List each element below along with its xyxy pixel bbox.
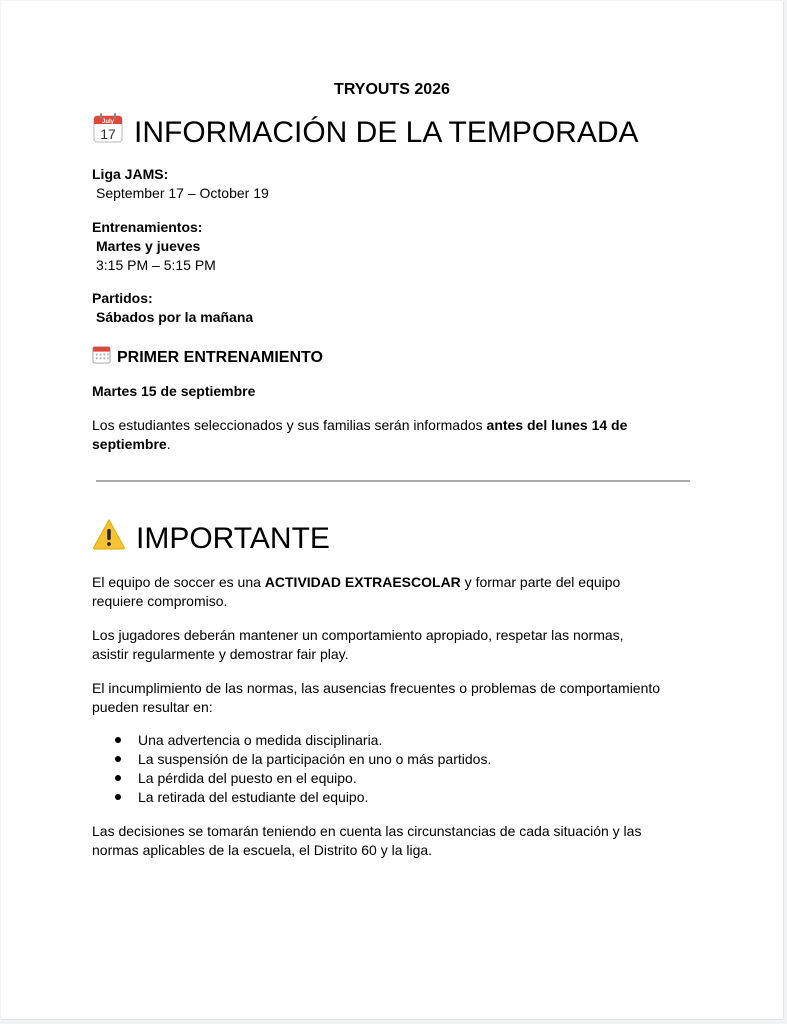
- warning-icon: [92, 518, 126, 559]
- section-divider: [96, 480, 690, 482]
- important-paragraph-4: Las decisiones se tomarán teniendo en cuenta las circunstancias de cada situación y las normas aplicables de la escuela, el Distrito 60 y la liga.: [92, 823, 642, 858]
- calendar-icon: [92, 345, 111, 370]
- first-training-notice: [92, 416, 657, 454]
- training-days: Martes y jueves: [96, 238, 201, 254]
- season-heading-text: INFORMACIÓN DE LA TEMPORADA: [134, 115, 639, 149]
- important-paragraph-2: Los jugadores deberán mantener un comportamiento apropiado, respetar las normas, asistir regularmente y demostrar fair play.: [92, 627, 624, 662]
- svg-text:July: July: [101, 119, 115, 125]
- first-training-heading: [92, 345, 323, 370]
- training-time: 3:15 PM – 5:15 PM: [96, 257, 216, 273]
- list-item-text: La pérdida del puesto en el equipo.: [138, 770, 357, 786]
- svg-text:17: 17: [100, 126, 116, 142]
- bullet-icon: [115, 794, 121, 800]
- bullet-icon: [115, 775, 121, 781]
- bullet-icon: [115, 756, 121, 762]
- list-item-text: La retirada del estudiante del equipo.: [138, 789, 369, 805]
- important-paragraph-1: [92, 573, 672, 611]
- notice-text-after: .: [166, 436, 171, 452]
- season-heading: [92, 112, 639, 153]
- important-paragraph-3: El incumplimiento de las normas, las ausencias frecuentes o problemas de comportamiento pueden resultar en:: [92, 680, 661, 715]
- p1-activity: ACTIVIDAD EXTRAESCOLAR: [264, 574, 461, 590]
- league-dates: September 17 – October 19: [96, 185, 269, 201]
- first-training-heading-text: PRIMER ENTRENAMIENTO: [117, 348, 323, 366]
- matches-label: Partidos:: [92, 290, 153, 306]
- notice-text-before: Los estudiantes seleccionados y sus familias serán informados: [92, 417, 487, 433]
- important-heading-text: IMPORTANTE: [136, 521, 330, 555]
- matches-days: Sábados por la mañana: [96, 309, 254, 325]
- bullet-icon: [115, 737, 121, 743]
- list-item-text: La suspensión de la participación en uno o más partidos.: [138, 751, 492, 767]
- calendar-july-17-icon: [92, 112, 124, 153]
- first-training-date: Martes 15 de septiembre: [92, 383, 256, 399]
- list-item-text: Una advertencia o medida disciplinaria.: [138, 732, 383, 748]
- training-label: Entrenamientos:: [92, 219, 203, 235]
- important-heading: [92, 518, 330, 559]
- p1-text-before: El equipo de soccer es una: [92, 574, 265, 590]
- document-page: [1, 1, 784, 1020]
- document-title: TRYOUTS 2026: [334, 81, 450, 98]
- notice-deadline: antes del lunes 14 de septiembre: [92, 417, 628, 452]
- league-label: Liga JAMS:: [92, 166, 169, 182]
- p1-text-after: y formar parte del equipo requiere compromiso.: [92, 574, 621, 609]
